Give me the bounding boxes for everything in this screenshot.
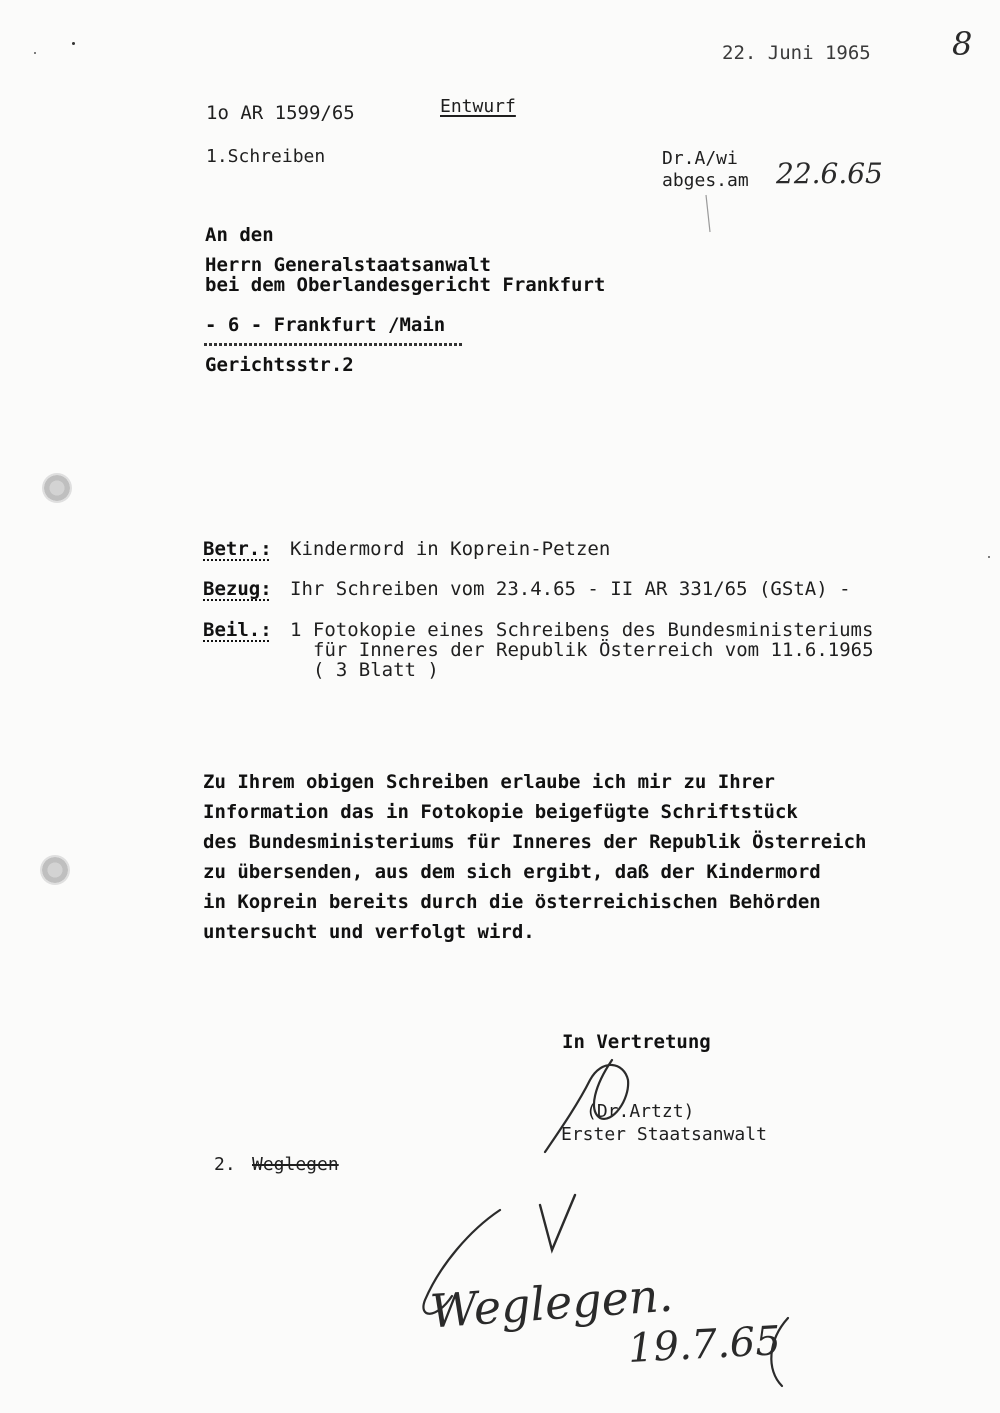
signer-title: Erster Staatsanwalt (561, 1124, 767, 1145)
recipient-line-1: An den (205, 224, 274, 246)
draft-label: Entwurf (440, 96, 516, 117)
scan-speck (34, 52, 36, 54)
item-2-text: Weglegen (252, 1154, 339, 1175)
beil-line-1: 1 Fotokopie eines Schreibens des Bundesministeriums (290, 619, 874, 641)
recipient-line-3: bei dem Oberlandesgericht Frankfurt (205, 274, 606, 296)
recipient-line-5: Gerichtsstr.2 (205, 354, 354, 376)
recipient-line-4: - 6 - Frankfurt /Main (205, 314, 446, 336)
file-number: 1o AR 1599/65 (206, 102, 355, 124)
bezug-text: Ihr Schreiben vom 23.4.65 - II AR 331/65 (GStA) - (290, 578, 851, 600)
betr-label: Betr.: (203, 538, 272, 560)
letter-label: 1.Schreiben (206, 146, 326, 167)
body-line-5: in Koprein bereits durch die österreichischen Behörden (203, 891, 821, 913)
beil-label: Beil.: (203, 619, 272, 641)
recipient-line-2: Herrn Generalstaatsanwalt (205, 254, 491, 276)
closing: In Vertretung (562, 1031, 711, 1053)
betr-text: Kindermord in Koprein-Petzen (290, 538, 611, 560)
bezug-label: Bezug: (203, 578, 272, 600)
document-date: 22. Juni 1965 (722, 42, 871, 64)
handwritten-initial-v (540, 1195, 575, 1250)
signature-scribble (545, 1060, 628, 1152)
body-line-4: zu übersenden, aus dem sich ergibt, daß der Kindermord (203, 861, 821, 883)
body-line-6: untersucht und verfolgt wird. (203, 921, 535, 943)
initials: Dr.A/wi (662, 148, 738, 169)
corner-tick (706, 195, 710, 232)
body-line-3: des Bundesministeriums für Inneres der Republik Österreich (203, 831, 867, 853)
page-number: 8 (952, 25, 973, 63)
body-line-1: Zu Ihrem obigen Schreiben erlaube ich mir zu Ihrer (203, 771, 775, 793)
body-line-2: Information das in Fotokopie beigefügte Schriftstück (203, 801, 798, 823)
item-2-number: 2. (214, 1154, 236, 1175)
beil-line-3: ( 3 Blatt ) (313, 659, 439, 681)
handwritten-mark-stroke (423, 1210, 500, 1314)
scan-speck (988, 556, 990, 558)
beil-line-2: für Inneres der Republik Österreich vom 11.6.1965 (313, 639, 874, 661)
handwritten-paren (771, 1318, 788, 1386)
handwritten-note: Weglegen. (428, 1267, 675, 1339)
sent-label: abges.am (662, 170, 749, 191)
signer-name: (Dr.Artzt) (586, 1101, 695, 1122)
scan-speck (72, 42, 75, 45)
handwritten-date: 19.7.65 (626, 1318, 782, 1372)
sent-date-handwritten: 22.6.65 (776, 157, 883, 190)
